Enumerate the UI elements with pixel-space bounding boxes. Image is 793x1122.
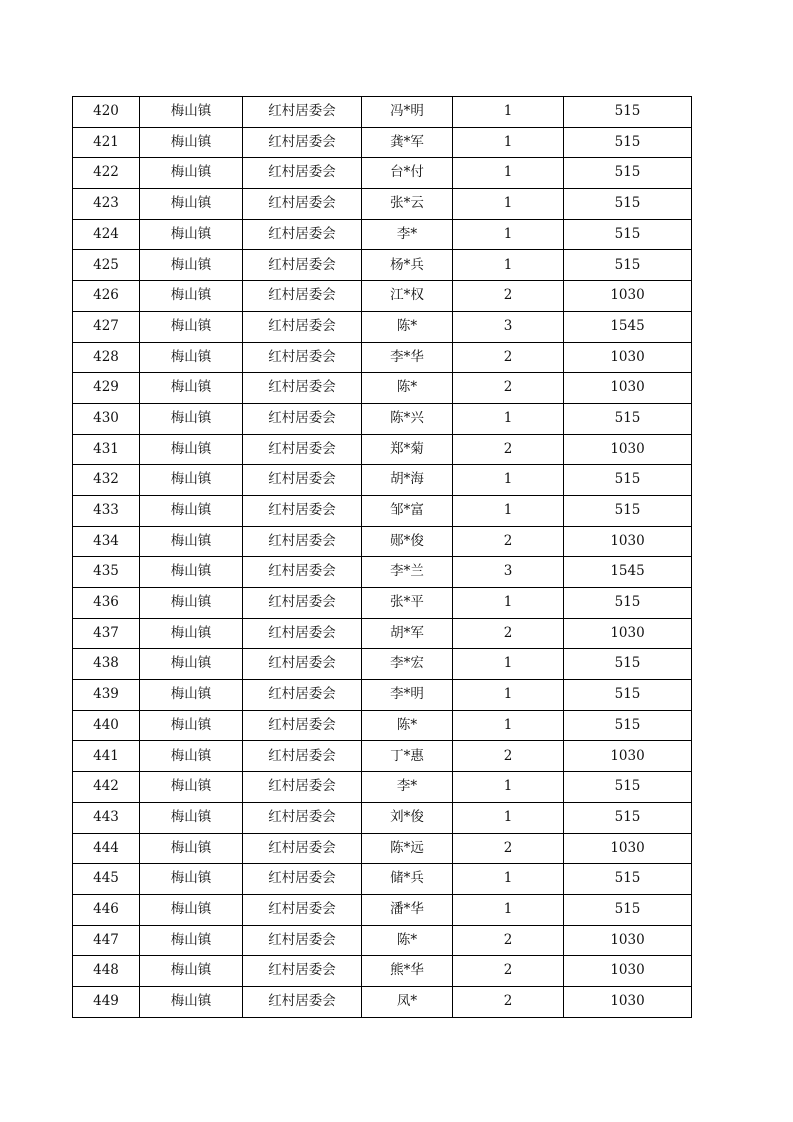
town-cell: 梅山镇 (140, 649, 243, 680)
village-cell: 红村居委会 (243, 434, 362, 465)
row-number-cell: 443 (73, 802, 140, 833)
people-count-cell: 2 (453, 618, 564, 649)
town-cell: 梅山镇 (140, 434, 243, 465)
row-number-cell: 430 (73, 403, 140, 434)
name-cell: 熊*华 (362, 956, 453, 987)
village-cell: 红村居委会 (243, 986, 362, 1017)
table-row (73, 495, 692, 526)
village-cell: 红村居委会 (243, 373, 362, 404)
village-cell: 红村居委会 (243, 342, 362, 373)
town-cell: 梅山镇 (140, 833, 243, 864)
name-cell: 胡*海 (362, 465, 453, 496)
name-cell: 陈*远 (362, 833, 453, 864)
name-cell: 李*华 (362, 342, 453, 373)
village-cell: 红村居委会 (243, 189, 362, 220)
village-cell: 红村居委会 (243, 311, 362, 342)
village-cell: 红村居委会 (243, 864, 362, 895)
table-row (73, 281, 692, 312)
town-cell: 梅山镇 (140, 741, 243, 772)
name-cell: 陈* (362, 710, 453, 741)
table-row (73, 403, 692, 434)
town-cell: 梅山镇 (140, 311, 243, 342)
village-cell: 红村居委会 (243, 802, 362, 833)
table-row (73, 986, 692, 1017)
people-count-cell: 1 (453, 495, 564, 526)
amount-cell: 515 (564, 588, 692, 619)
village-cell: 红村居委会 (243, 588, 362, 619)
table-row (73, 588, 692, 619)
name-cell: 李*宏 (362, 649, 453, 680)
table-row (73, 311, 692, 342)
row-number-cell: 447 (73, 925, 140, 956)
row-number-cell: 438 (73, 649, 140, 680)
town-cell: 梅山镇 (140, 557, 243, 588)
people-count-cell: 1 (453, 158, 564, 189)
town-cell: 梅山镇 (140, 373, 243, 404)
name-cell: 冯*明 (362, 97, 453, 128)
row-number-cell: 439 (73, 680, 140, 711)
table-row (73, 465, 692, 496)
row-number-cell: 445 (73, 864, 140, 895)
table-row (73, 802, 692, 833)
town-cell: 梅山镇 (140, 710, 243, 741)
row-number-cell: 435 (73, 557, 140, 588)
row-number-cell: 441 (73, 741, 140, 772)
amount-cell: 1030 (564, 526, 692, 557)
town-cell: 梅山镇 (140, 588, 243, 619)
town-cell: 梅山镇 (140, 894, 243, 925)
people-count-cell: 1 (453, 649, 564, 680)
people-count-cell: 1 (453, 710, 564, 741)
people-count-cell: 2 (453, 741, 564, 772)
roster-table-body (73, 97, 692, 1018)
town-cell: 梅山镇 (140, 495, 243, 526)
village-cell: 红村居委会 (243, 772, 362, 803)
town-cell: 梅山镇 (140, 219, 243, 250)
amount-cell: 1030 (564, 986, 692, 1017)
people-count-cell: 1 (453, 127, 564, 158)
town-cell: 梅山镇 (140, 618, 243, 649)
village-cell: 红村居委会 (243, 127, 362, 158)
table-row (73, 710, 692, 741)
village-cell: 红村居委会 (243, 219, 362, 250)
table-row (73, 680, 692, 711)
table-row (73, 894, 692, 925)
table-row (73, 127, 692, 158)
people-count-cell: 2 (453, 833, 564, 864)
town-cell: 梅山镇 (140, 465, 243, 496)
amount-cell: 515 (564, 189, 692, 220)
name-cell: 杨*兵 (362, 250, 453, 281)
row-number-cell: 440 (73, 710, 140, 741)
amount-cell: 515 (564, 250, 692, 281)
name-cell: 陈* (362, 925, 453, 956)
table-row (73, 649, 692, 680)
row-number-cell: 429 (73, 373, 140, 404)
table-row (73, 741, 692, 772)
amount-cell: 1030 (564, 956, 692, 987)
amount-cell: 1545 (564, 311, 692, 342)
amount-cell: 515 (564, 495, 692, 526)
row-number-cell: 432 (73, 465, 140, 496)
amount-cell: 515 (564, 403, 692, 434)
row-number-cell: 421 (73, 127, 140, 158)
people-count-cell: 2 (453, 526, 564, 557)
table-row (73, 373, 692, 404)
table-row (73, 864, 692, 895)
village-cell: 红村居委会 (243, 894, 362, 925)
amount-cell: 1030 (564, 741, 692, 772)
village-cell: 红村居委会 (243, 97, 362, 128)
people-count-cell: 2 (453, 342, 564, 373)
table-row (73, 618, 692, 649)
row-number-cell: 448 (73, 956, 140, 987)
village-cell: 红村居委会 (243, 956, 362, 987)
table-row (73, 925, 692, 956)
village-cell: 红村居委会 (243, 741, 362, 772)
town-cell: 梅山镇 (140, 956, 243, 987)
roster-table (72, 96, 692, 1018)
people-count-cell: 2 (453, 281, 564, 312)
people-count-cell: 3 (453, 557, 564, 588)
row-number-cell: 436 (73, 588, 140, 619)
table-row (73, 557, 692, 588)
town-cell: 梅山镇 (140, 802, 243, 833)
row-number-cell: 449 (73, 986, 140, 1017)
people-count-cell: 3 (453, 311, 564, 342)
amount-cell: 1030 (564, 618, 692, 649)
town-cell: 梅山镇 (140, 97, 243, 128)
village-cell: 红村居委会 (243, 710, 362, 741)
row-number-cell: 444 (73, 833, 140, 864)
people-count-cell: 1 (453, 403, 564, 434)
amount-cell: 1030 (564, 342, 692, 373)
name-cell: 李* (362, 219, 453, 250)
people-count-cell: 1 (453, 465, 564, 496)
name-cell: 刘*俊 (362, 802, 453, 833)
name-cell: 邹*富 (362, 495, 453, 526)
town-cell: 梅山镇 (140, 526, 243, 557)
town-cell: 梅山镇 (140, 127, 243, 158)
amount-cell: 515 (564, 465, 692, 496)
people-count-cell: 1 (453, 894, 564, 925)
village-cell: 红村居委会 (243, 526, 362, 557)
people-count-cell: 1 (453, 864, 564, 895)
village-cell: 红村居委会 (243, 925, 362, 956)
people-count-cell: 1 (453, 97, 564, 128)
name-cell: 丁*惠 (362, 741, 453, 772)
village-cell: 红村居委会 (243, 281, 362, 312)
row-number-cell: 428 (73, 342, 140, 373)
village-cell: 红村居委会 (243, 557, 362, 588)
row-number-cell: 425 (73, 250, 140, 281)
amount-cell: 515 (564, 680, 692, 711)
amount-cell: 1030 (564, 281, 692, 312)
table-row (73, 219, 692, 250)
name-cell: 张*云 (362, 189, 453, 220)
row-number-cell: 424 (73, 219, 140, 250)
row-number-cell: 446 (73, 894, 140, 925)
table-row (73, 833, 692, 864)
name-cell: 陈*兴 (362, 403, 453, 434)
people-count-cell: 1 (453, 219, 564, 250)
row-number-cell: 431 (73, 434, 140, 465)
town-cell: 梅山镇 (140, 403, 243, 434)
people-count-cell: 1 (453, 802, 564, 833)
name-cell: 郧*俊 (362, 526, 453, 557)
row-number-cell: 437 (73, 618, 140, 649)
amount-cell: 515 (564, 894, 692, 925)
name-cell: 李*明 (362, 680, 453, 711)
town-cell: 梅山镇 (140, 158, 243, 189)
village-cell: 红村居委会 (243, 250, 362, 281)
table-row (73, 772, 692, 803)
town-cell: 梅山镇 (140, 342, 243, 373)
row-number-cell: 423 (73, 189, 140, 220)
village-cell: 红村居委会 (243, 403, 362, 434)
amount-cell: 515 (564, 802, 692, 833)
amount-cell: 515 (564, 772, 692, 803)
village-cell: 红村居委会 (243, 158, 362, 189)
table-row (73, 250, 692, 281)
name-cell: 台*付 (362, 158, 453, 189)
amount-cell: 515 (564, 710, 692, 741)
town-cell: 梅山镇 (140, 189, 243, 220)
people-count-cell: 1 (453, 250, 564, 281)
town-cell: 梅山镇 (140, 986, 243, 1017)
table-row (73, 434, 692, 465)
table-row (73, 526, 692, 557)
name-cell: 龚*军 (362, 127, 453, 158)
table-row (73, 158, 692, 189)
name-cell: 胡*军 (362, 618, 453, 649)
name-cell: 潘*华 (362, 894, 453, 925)
name-cell: 江*权 (362, 281, 453, 312)
amount-cell: 515 (564, 97, 692, 128)
name-cell: 李* (362, 772, 453, 803)
name-cell: 陈* (362, 373, 453, 404)
row-number-cell: 420 (73, 97, 140, 128)
village-cell: 红村居委会 (243, 833, 362, 864)
village-cell: 红村居委会 (243, 495, 362, 526)
village-cell: 红村居委会 (243, 649, 362, 680)
amount-cell: 515 (564, 649, 692, 680)
people-count-cell: 2 (453, 434, 564, 465)
row-number-cell: 434 (73, 526, 140, 557)
amount-cell: 1030 (564, 434, 692, 465)
row-number-cell: 442 (73, 772, 140, 803)
amount-cell: 1545 (564, 557, 692, 588)
amount-cell: 515 (564, 864, 692, 895)
table-row (73, 189, 692, 220)
town-cell: 梅山镇 (140, 281, 243, 312)
town-cell: 梅山镇 (140, 772, 243, 803)
row-number-cell: 422 (73, 158, 140, 189)
people-count-cell: 2 (453, 986, 564, 1017)
village-cell: 红村居委会 (243, 680, 362, 711)
people-count-cell: 1 (453, 772, 564, 803)
amount-cell: 1030 (564, 373, 692, 404)
row-number-cell: 433 (73, 495, 140, 526)
name-cell: 凤* (362, 986, 453, 1017)
village-cell: 红村居委会 (243, 465, 362, 496)
people-count-cell: 2 (453, 956, 564, 987)
amount-cell: 1030 (564, 925, 692, 956)
people-count-cell: 2 (453, 373, 564, 404)
name-cell: 李*兰 (362, 557, 453, 588)
amount-cell: 1030 (564, 833, 692, 864)
village-cell: 红村居委会 (243, 618, 362, 649)
table-row (73, 97, 692, 128)
amount-cell: 515 (564, 127, 692, 158)
table-row (73, 342, 692, 373)
people-count-cell: 1 (453, 189, 564, 220)
name-cell: 郑*菊 (362, 434, 453, 465)
row-number-cell: 426 (73, 281, 140, 312)
people-count-cell: 1 (453, 680, 564, 711)
town-cell: 梅山镇 (140, 925, 243, 956)
people-count-cell: 2 (453, 925, 564, 956)
people-count-cell: 1 (453, 588, 564, 619)
town-cell: 梅山镇 (140, 680, 243, 711)
amount-cell: 515 (564, 219, 692, 250)
town-cell: 梅山镇 (140, 250, 243, 281)
row-number-cell: 427 (73, 311, 140, 342)
table-row (73, 956, 692, 987)
amount-cell: 515 (564, 158, 692, 189)
name-cell: 储*兵 (362, 864, 453, 895)
name-cell: 陈* (362, 311, 453, 342)
name-cell: 张*平 (362, 588, 453, 619)
town-cell: 梅山镇 (140, 864, 243, 895)
